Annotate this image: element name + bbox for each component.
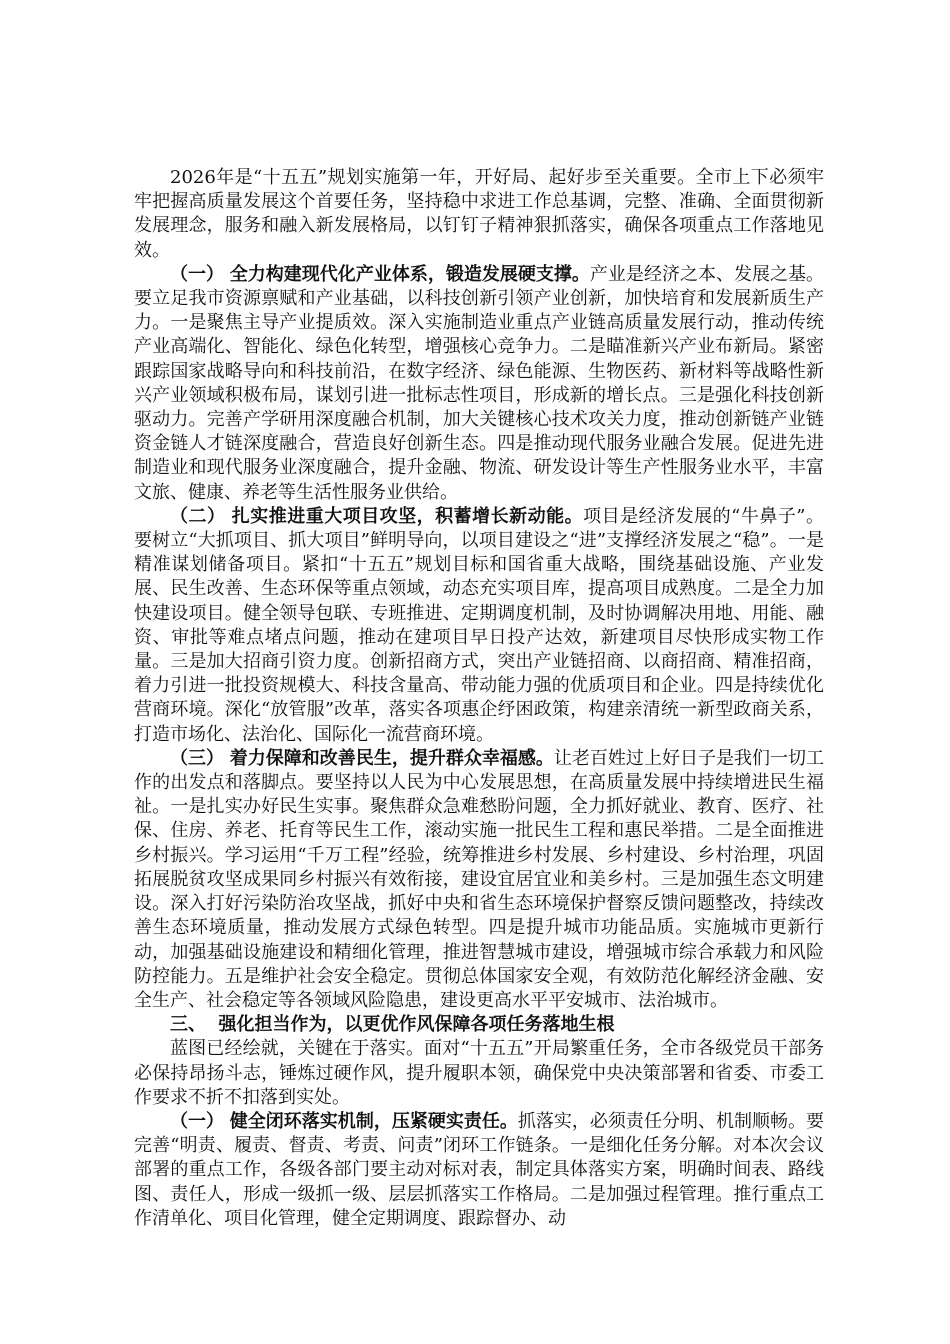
heading-text: 强化担当作为，以更优作风保障各项任务落地生根 [218,1014,615,1036]
item-number: （一） [170,1110,225,1132]
item-number: （三） [170,747,225,769]
item-lead: 着力保障和改善民生，提升群众幸福感。 [229,747,554,769]
item-lead: 扎实推进重大项目攻坚，积蓄增长新动能。 [231,505,584,527]
intro-paragraph [134,166,824,263]
section-item-1 [134,263,824,505]
section-intro-paragraph [134,1037,824,1110]
item-lead: 健全闭环落实机制，压紧硬实责任。 [229,1110,518,1132]
item-number: （二） [170,505,226,527]
section-item-2 [134,505,824,747]
paragraph-text: 2026年是“十五五”规划实施第一年，开好局、起好步至关重要。全市上下必须牢牢把握高质量发展这个首要任务，坚持稳中求进工作总基调，完整、准确、全面贯彻新发展理念，服务和融入新发展格局，以钉钉子精神狠抓落实，确保各项重点工作落地见效。 [134,167,824,261]
document-body [134,166,824,1231]
paragraph-text: 让老百姓过上好日子是我们一切工作的出发点和落脚点。要坚持以人民为中心发展思想，在高质量发展中持续增进民生福祉。一是扎实办好民生实事。聚焦群众急难愁盼问题，全力抓好就业、教育、医疗、社保、住房、养老、托育等民生工作，滚动实施一批民生工程和惠民举措。二是全面推进乡村振兴。学习运用“千万工程”经验，统筹推进乡村发展、乡村建设、乡村治理，巩固拓展脱贫攻坚成果同乡村振兴有效衔接，建设宜居宜业和美乡村。三是加强生态文明建设。深入打好污染防治攻坚战，抓好中央和省生态环境保护督察反馈问题整改，持续改善生态环境质量，推动发展方式绿色转型。四是提升城市功能品质。实施城市更新行动，加强基础设施建设和精细化管理，推进智慧城市建设，增强城市综合承载力和风险防控能力。五是维护社会安全稳定。贯彻总体国家安全观，有效防范化解经济金融、安全生产、社会稳定等各领域风险隐患，建设更高水平平安城市、法治城市。 [134,747,825,1011]
paragraph-text: 项目是经济发展的“牛鼻子”。要树立“大抓项目、抓大项目”鲜明导向，以项目建设之“进”支撑经济发展之“稳”。一是精准谋划储备项目。紧扣“十五五”规划目标和国省重大战略，围绕基础设施、产业发展、民生改善、生态环保等重点领域，动态充实项目库，提高项目成熟度。二是全力加快建设项目。健全领导包联、专班推进、定期调度机制，及时协调解决用地、用能、融资、审批等难点堵点问题，推动在建项目早日投产达效，新建项目尽快形成实物工作量。三是加大招商引资力度。创新招商方式，突出产业链招商、以商招商、精准招商，着力引进一批投资规模大、科技含量高、带动能力强的优质项目和企业。四是持续优化营商环境。深化“放管服”改革，落实各项惠企纾困政策，构建亲清统一新型政商关系，打造市场化、法治化、国际化一流营商环境。 [134,505,825,745]
paragraph-text: 抓落实，必须责任分明、机制顺畅。要完善“明责、履责、督责、考责、问责”闭环工作链条。一是细化任务分解。对本次会议部署的重点工作，各级各部门要主动对标对表，制定具体落实方案，明确时间表、路线图、责任人，形成一级抓一级、层层抓落实工作格局。二是加强过程管理。推行重点工作清单化、项目化管理，健全定期调度、跟踪督办、动 [134,1110,825,1229]
item-lead: 全力构建现代化产业体系，锻造发展硬支撑。 [229,263,590,285]
heading-number: 三、 [170,1014,206,1036]
item-number: （一） [170,263,225,285]
section-item-4 [134,1110,824,1231]
paragraph-text: 产业是经济之本、发展之基。要立足我市资源禀赋和产业基础，以科技创新引领产业创新，加快培育和发展新质生产力。一是聚焦主导产业提质效。深入实施制造业重点产业链高质量发展行动，推动传统产业高端化、智能化、绿色化转型，增强核心竞争力。二是瞄准新兴产业布新局。紧密跟踪国家战略导向和科技前沿，在数字经济、绿色能源、生物医药、新材料等战略性新兴产业领域积极布局，谋划引进一批标志性项目，形成新的增长点。三是强化科技创新驱动力。完善产学研用深度融合机制，加大关键核心技术攻关力度，推动创新链产业链资金链人才链深度融合，营造良好创新生态。四是推动现代服务业融合发展。促进先进制造业和现代服务业深度融合，提升金融、物流、研发设计等生产性服务业水平，丰富文旅、健康、养老等生活性服务业供给。 [134,263,825,503]
paragraph-text: 蓝图已经绘就，关键在于落实。面对“十五五”开局繁重任务，全市各级党员干部务必保持昂扬斗志，锤炼过硬作风，提升履职本领，确保党中央决策部署和省委、市委工作要求不折不扣落到实处。 [134,1038,824,1108]
section-heading-3 [134,1013,824,1037]
section-item-3 [134,747,824,1013]
